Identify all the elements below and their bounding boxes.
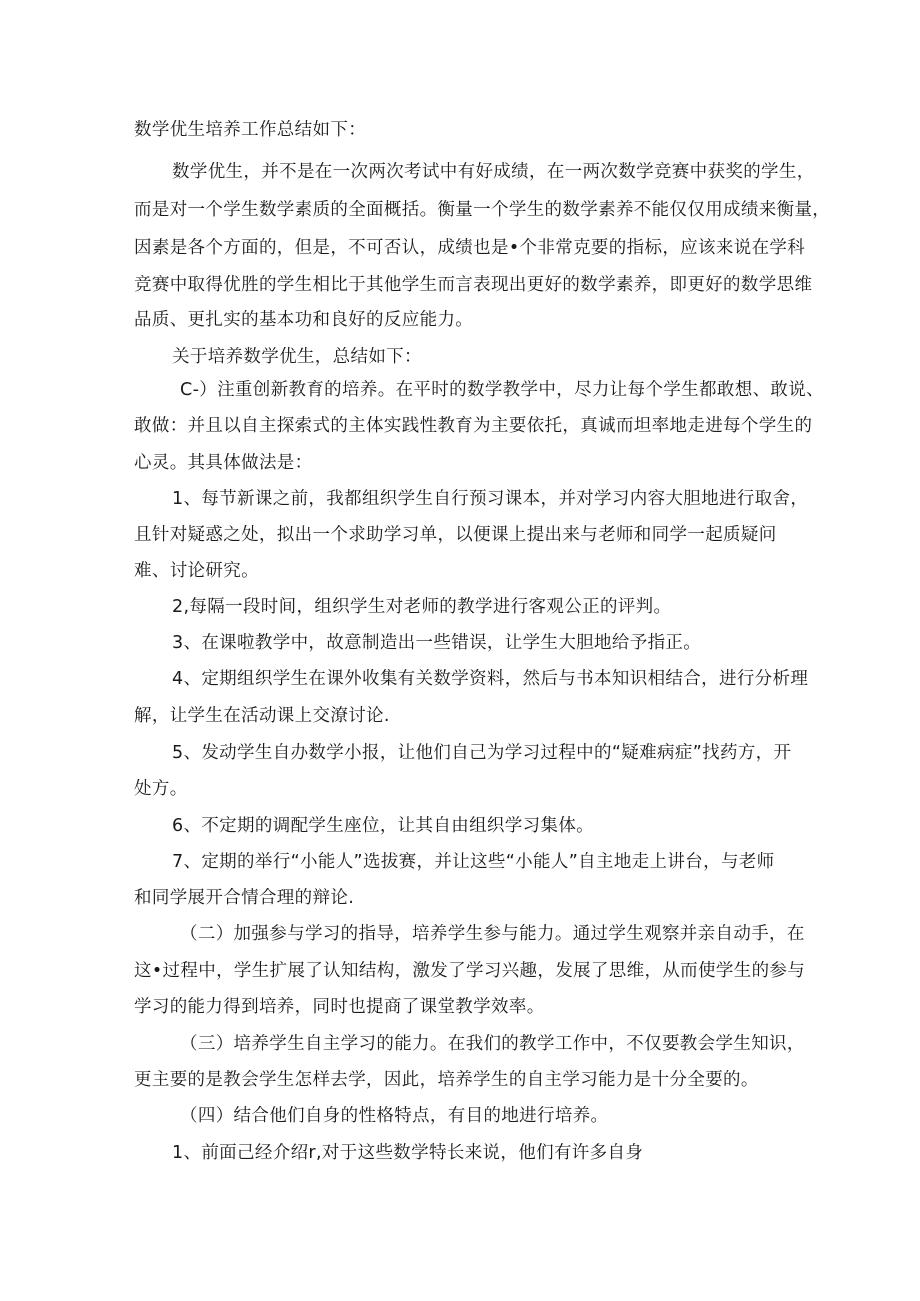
section4-line: （四）结合他们自身的性格特点，有目的地进行培养。 [180,1106,609,1126]
para1-line-4: 竞赛中取得优胜的学生相比于其他学生而言表现出更好的数学素养，即更好的数学思维 [134,275,813,295]
intro-line: 数学优生培养工作总结如下： [134,120,367,140]
item7-line-2: 和同学展开合情合理的辩论. [134,888,355,908]
item4-line-1: 4、定期组织学生在课外收集有关数学资料，然后与书本知识相结合，进行分析理 [172,669,809,689]
para1-line-3: 因素是各个方面的，但是，不可否认，成绩也是•个非常克要的指标，应该来说在学科 [134,238,806,258]
section1-line-1: C-）注重创新教育的培养。在平时的数学教学中，尽力让每个学生都敢想、敢说、 [180,380,824,400]
item5-line-2: 处方。 [134,779,188,799]
para1-line-1: 数学优生，并不是在一次两次考试中有好成绩，在一两次数学竞赛中获奖的学生， [172,162,815,182]
item5-line-1: 5、发动学生自办数学小报，让他们自己为学习过程中的“疑难病症”找药方，开 [172,743,792,763]
item3-line: 3、在课啦教学中，故意制造出一些错误，让学生大胆地给予指正。 [172,633,702,653]
section2-line-3: 学习的能力得到培养，同时也提商了课堂教学效率。 [134,997,545,1017]
item2-line: 2,每隔一段时间，组织学生对老师的教学进行客观公正的评判。 [172,597,672,617]
item6-line: 6、不定期的调配学生座位，让其自由组织学习集体。 [172,816,595,836]
section2-line-1: （二）加强参与学习的指导，培养学生参与能力。通过学生观察并亲自动手，在 [180,924,805,944]
item1-line-3: 难、讨论研究。 [134,561,259,581]
item1-line-1: 1、每节新课之前，我都组织学生自行预习课本，并对学习内容大胆地进行取舍， [172,489,809,509]
section2-line-2: 这•过程中，学生扩展了认知结构，激发了学习兴趣，发展了思维，从而使学生的参与 [134,961,806,981]
item7-line-1: 7、定期的举行“小能人”选拔赛，并让这些“小能人”自主地走上讲台，与老师 [172,852,775,872]
item1-line-2: 且针对疑惑之处，拟出一个求助学习单，以便课上提出来与老师和同学一起质疑问 [134,525,777,545]
para1-line-5: 品质、更扎实的基本功和良好的反应能力。 [134,310,474,330]
item4-line-2: 解，让学生在活动课上交潦讨论. [134,706,390,726]
summary-heading: 关于培养数学优生，总结如下： [172,347,422,367]
section1-line-2: 敢做：并且以自主探索式的主体实践性教育为主要依托，真诚而坦率地走进每个学生的 [134,416,813,436]
section3-line-1: （三）培养学生自主学习的能力。在我们的教学工作中，不仅要教会学生知识， [180,1034,805,1054]
section1-line-3: 心灵。其具体做法是： [134,453,313,473]
section4-item1-line: 1、前面己经介绍r,对于这些数学特长来说，他们有许多自身 [172,1143,644,1163]
para1-line-2: 而是对一个学生数学素质的全面概括。衡量一个学生的数学素养不能仅仅用成绩来衡量， [134,200,831,220]
section3-line-2: 更主要的是教会学生怎样去学，因此，培养学生的自主学习能力是十分全要的。 [134,1070,759,1090]
